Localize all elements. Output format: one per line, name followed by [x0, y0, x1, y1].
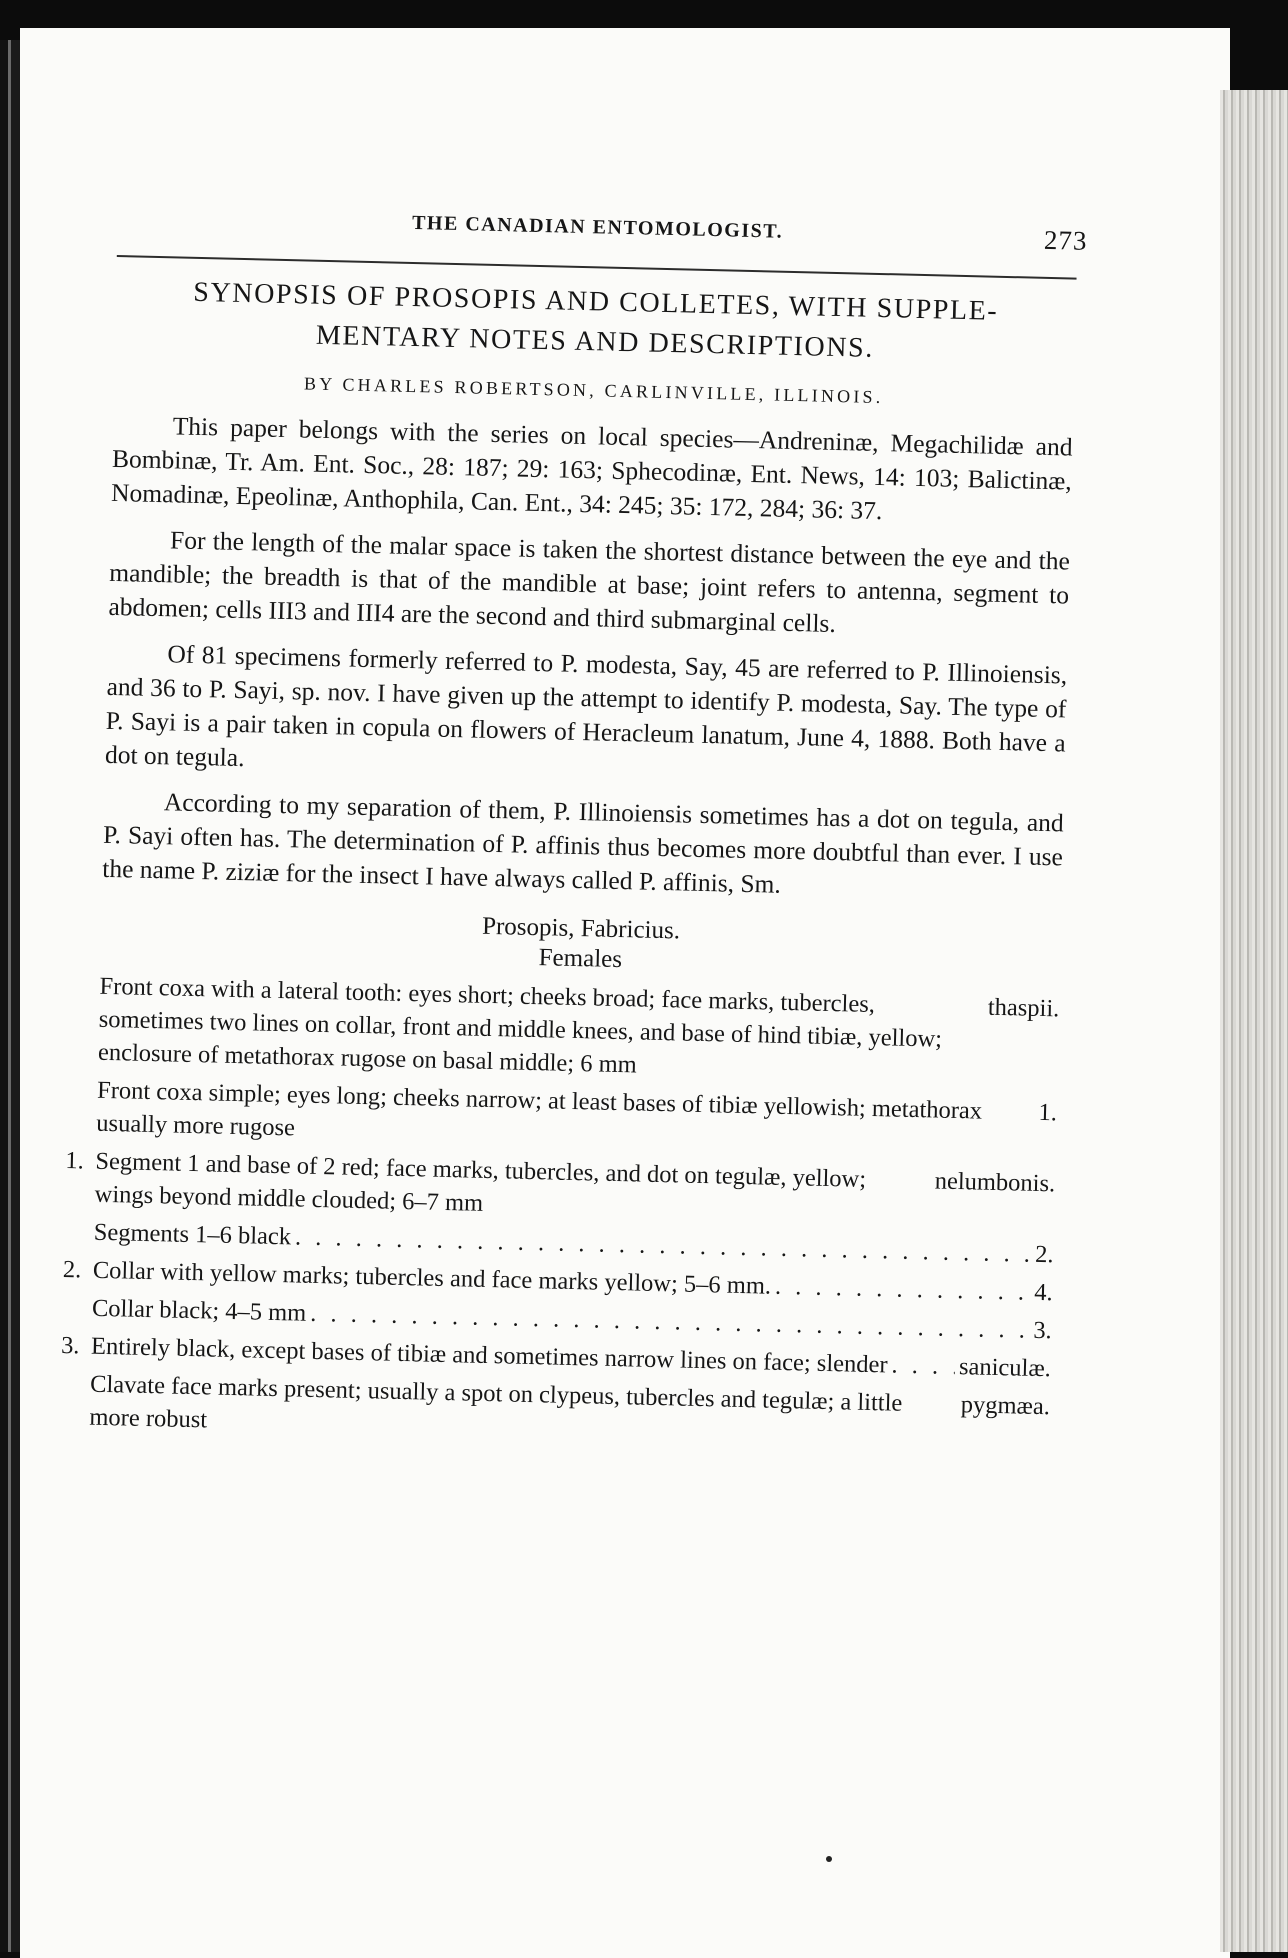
leader-dots — [891, 1349, 955, 1383]
paragraph-1: This paper belongs with the series on local species—Andreninæ, Megachilidæ and Bombinæ, Tr. Am. Ent. Soc., 28: 187; 29: 163; Sphecodinæ, Ent. News, 14: 103; Balictinæ, Nomadinæ, Epeolinæ, Anthophila, Can. Ent., 34: 245; 35: 172, 284; 36: 37. — [110, 411, 1073, 526]
leader-dots — [775, 1270, 1031, 1309]
key-entry-text: Collar with yellow marks; tubercles and face marks yellow; 5–6 mm. — [92, 1256, 772, 1300]
leader-dots — [956, 1388, 957, 1421]
key-entry-text: Front coxa simple; eyes long; cheeks narrow; at least bases of tibiæ yellowish; metathorax usually more rugose — [96, 1076, 983, 1142]
key-couplet-number: 1. — [65, 1147, 85, 1175]
leader-dots — [983, 991, 984, 1024]
paragraph-3: Of 81 specimens formerly referred to P. modesta, Say, 45 are referred to P. Illinoiensis, and 36 to P. Sayi, sp. nov. I have given up the attempt to identify P. modesta, Say. The type of P. Sayi is a pair taken in copula on flowers of Heracleum lanatum, June 4, 1888. Both have a dot on tegula. — [104, 639, 1068, 773]
key-entry-result: 4. — [1033, 1278, 1053, 1307]
key-entry-result: thaspii. — [987, 993, 1060, 1023]
leader-dots — [930, 1164, 931, 1197]
book-gutter — [0, 40, 20, 1952]
ink-speck — [826, 1856, 832, 1862]
key-entry-text: Collar black; 4–5 mm — [91, 1294, 307, 1327]
leader-dots — [1034, 1096, 1035, 1129]
identification-key — [60, 970, 1060, 1456]
page-content — [60, 205, 1088, 1461]
article-title — [115, 271, 1077, 374]
sex-heading: Females — [538, 944, 623, 974]
key-entry-text: Segments 1–6 black — [93, 1218, 292, 1251]
byline: BY CHARLES ROBERTSON, CARLINVILLE, ILLINOIS. — [303, 373, 884, 408]
paragraph-2: For the length of the malar space is taken the shortest distance between the eye and the mandible; the breadth is that of the mandible at base; joint refers to antenna, segment to abdomen; cells III3 and III4 are the second and third submarginal cells. — [108, 525, 1071, 639]
paragraph-4: According to my separation of them, P. Illinoiensis sometimes has a dot on tegula, and P. Sayi often has. The determination of P. affinis thus becomes more doubtful than ever. I use the name P. ziziæ for the insect I have always called P. affinis, Sm. — [102, 787, 1065, 899]
title-line-1: SYNOPSIS OF PROSOPIS AND COLLETES, WITH SUPPLE- — [193, 276, 999, 327]
key-couplet-number: 3. — [60, 1331, 80, 1360]
key-entry — [98, 970, 1060, 1092]
running-head: THE CANADIAN ENTOMOLOGIST. — [411, 211, 784, 243]
page-stack-edge — [1220, 90, 1288, 1952]
title-line-2: MENTARY NOTES AND DESCRIPTIONS. — [315, 319, 875, 364]
key-entry-result: 3. — [1033, 1316, 1053, 1345]
key-entry-text: Segment 1 and base of 2 red; face marks, tubercles, and dot on tegulæ, yellow; wings beyond middle clouded; 6–7 mm — [94, 1147, 867, 1217]
genus-heading: Prosopis, Fabricius. — [481, 912, 681, 945]
key-entry-text: Front coxa with a lateral tooth: eyes short; cheeks broad; face marks, tubercles, sometimes two lines on collar, front and middle knees, and base of hind tibiæ, yellow; enclosure of metathorax rugose on basal middle; 6 mm — [97, 972, 943, 1079]
key-entry-result: nelumbonis. — [934, 1167, 1056, 1198]
key-entry-text: Entirely black, except bases of tibiæ and sometimes narrow lines on face; slender — [90, 1332, 888, 1379]
key-entry-result: 1. — [1038, 1098, 1058, 1127]
key-couplet-number: 2. — [62, 1256, 82, 1284]
key-entry-text: Clavate face marks present; usually a spot on clypeus, tubercles and tegulæ; a little more robust — [89, 1370, 903, 1434]
page-number: 273 — [1043, 224, 1088, 256]
key-entry-result: pygmæa. — [960, 1391, 1051, 1421]
key-entry-result: 2. — [1034, 1240, 1054, 1269]
key-entry-result: saniculæ. — [958, 1353, 1052, 1383]
